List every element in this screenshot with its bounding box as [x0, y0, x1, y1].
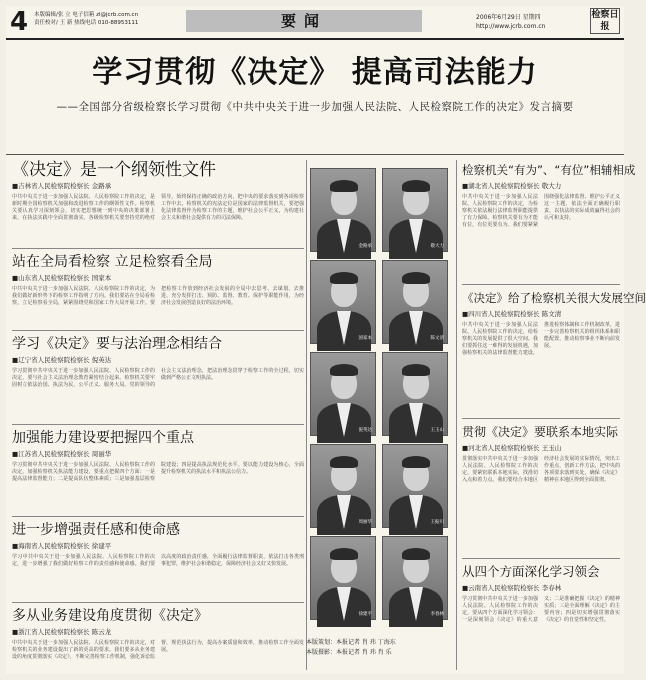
portrait-caption: 金路承	[358, 244, 372, 249]
portrait-caption: 徐建平	[358, 612, 372, 617]
article-title: 《决定》给了检察机关很大发展空间	[462, 291, 646, 305]
portrait-caption: 王玉山	[430, 428, 444, 433]
portrait-photo	[310, 260, 376, 344]
planning-credit: 本版策划：本报记者 肖 玮 丁海东	[306, 639, 396, 646]
article-body: 贯彻落实中共中央关于进一步加强人民法院、人民检察院工作的决定，要紧密联系本地实际，找准切入点和着力点。我们要结合本地区经济社会发展的实际情况，突出工作重点，创新工作方法，把中央的各项要求落到实处，确保《决定》精神在本地区得到全面贯彻。	[462, 456, 620, 483]
divider	[12, 602, 304, 603]
portrait-caption: 敬大力	[430, 244, 444, 249]
article-byline: ■河北省人民检察院检察长 王玉山	[462, 444, 562, 452]
article-body: 学习贯彻中共中央关于进一步加强人民法院、人民检察院工作的决定，加强检察机关执法能力建设，要重点把握四个方面：一是提高法律监督能力；二是提高队伍整体素质；三是加强基层检察院建设；四是提高执法规范化水平。要以能力建设为核心，全面提升检察机关的执法水平和执法公信力。	[12, 462, 304, 482]
portrait-photo	[310, 168, 376, 252]
column-divider	[456, 160, 457, 670]
article-byline: ■海南省人民检察院检察长 徐建平	[12, 542, 112, 550]
article-body: 中共中央关于进一步加强人民法院、人民检察院工作的决定，是新时期全国检察机关加强和改进检察工作的纲领性文件。检察机关要认真学习深刻领会，切实把思想统一到中央的决策部署上来，在执法实践中全面贯彻落实。各级检察机关要坚持党的绝对领导，始终保持正确的政治方向，把中央的要求落实到各项检察工作中去。检察机关的宪法定位是国家的法律监督机关，要把强化法律监督作为检察工作的主题，维护社会公平正义，为构建社会主义和谐社会提供有力的司法保障。	[12, 194, 304, 221]
portrait-photo	[382, 444, 448, 528]
divider	[12, 424, 304, 425]
article-byline: ■吉林省人民检察院检察长 金路承	[12, 182, 112, 190]
portrait-photo	[382, 536, 448, 620]
portrait-photo	[382, 260, 448, 344]
article-byline: ■山东省人民检察院检察长 国家本	[12, 274, 112, 282]
article-7	[462, 160, 636, 280]
article-byline: ■云南省人民检察院检察长 李春林	[462, 584, 562, 592]
page-number: 4	[10, 7, 29, 37]
article-byline: ■四川省人民检察院检察长 陈文清	[462, 310, 562, 318]
article-2	[12, 252, 304, 328]
article-body: 中共中央关于进一步加强人民法院、人民检察院工作的决定，给检察机关的发展提供了很大空间。我们要抓住这一难得的发展机遇，加强检察机关的法律监督能力建设，推进检察体制和工作机制改革，进一步完善检察机关的组织体系和职能配置，推动检察事业不断向前发展。	[462, 322, 620, 356]
portrait-photo	[310, 444, 376, 528]
article-5	[12, 520, 304, 600]
portrait-caption: 倪英达	[358, 428, 372, 433]
article-10	[462, 562, 620, 672]
portrait-grid	[310, 168, 452, 628]
headline-rule	[6, 154, 624, 155]
portrait-photo	[310, 352, 376, 436]
article-title: 从四个方面深化学习领会	[462, 564, 600, 579]
editor-line: 本版编辑/张 立 电子信箱 zl@jcrb.com.cn	[34, 12, 139, 18]
photo-credits	[306, 638, 466, 658]
divider	[462, 284, 620, 285]
website-line: http://www.jcrb.com.cn	[476, 23, 546, 30]
article-title: 加强能力建设要把握四个重点	[12, 430, 194, 446]
date-line: 2006年6月29日 星期四	[476, 14, 541, 21]
article-title: 学习《决定》要与法治理念相结合	[12, 336, 222, 352]
editor-info	[34, 11, 174, 27]
issue-date	[476, 13, 566, 31]
article-3	[12, 334, 304, 422]
article-body: 中共中央关于进一步加强人民法院、人民检察院工作的决定，为我们做好新形势下的检察工作指明了方向。我们要站在全局看检察，立足检察看全局，紧紧围绕党和国家工作大局开展工作。要把检察工作放到经济社会发展的全局中去思考、去谋划、去推进，充分发挥打击、预防、监督、教育、保护等职能作用，为经济社会发展创造良好的法治环境。	[12, 286, 304, 306]
divider	[462, 418, 620, 419]
column-divider	[306, 160, 307, 670]
sub-headline: ——全国部分省级检察长学习贯彻《中共中央关于进一步加强人民法院、人民检察院工作的决定》发言摘要	[56, 101, 574, 113]
masthead-rule	[6, 38, 624, 40]
article-byline: ■湖北省人民检察院检察长 敬大力	[462, 182, 562, 190]
article-byline: ■江苏省人民检察院检察长 周丽华	[12, 450, 112, 458]
photo-credit: 本版摄影：本报记者 肖 玮 肖 乐	[306, 649, 392, 656]
article-body: 学习中共中央关于进一步加强人民法院、人民检察院工作的决定，进一步增强了我们做好检察工作的责任感和使命感。我们要以高度的政治责任感，全面履行法律监督职责，依法打击各类刑事犯罪，维护社会和谐稳定，保障经济社会又好又快发展。	[12, 554, 304, 567]
article-title: 《决定》是一个纲领性文件	[12, 160, 216, 180]
main-headline: 学习贯彻《决定》 提高司法能力	[92, 55, 538, 90]
article-4	[12, 428, 304, 514]
portrait-photo	[382, 168, 448, 252]
portrait-photo	[310, 536, 376, 620]
article-body: 学习贯彻中共中央关于进一步加强人民法院、人民检察院工作的决定，要与社会主义法治理念教育紧密结合起来。检察机关要牢固树立依法治国、执法为民、公平正义、服务大局、党的领导的社会主义法治理念，把法治理念贯穿于检察工作的全过程，切实做到严格公正文明执法。	[12, 368, 304, 388]
newspaper-page	[6, 6, 646, 674]
section-label: 要闻	[186, 10, 422, 32]
portrait-caption: 王振川	[430, 520, 444, 525]
newspaper-logo: 检察日报	[591, 10, 619, 32]
article-1	[12, 160, 304, 246]
divider	[12, 330, 304, 331]
portrait-photo	[382, 352, 448, 436]
article-title: 检察机关“有为”、“有位”相辅相成	[462, 163, 636, 177]
portrait-caption: 周丽华	[358, 520, 372, 525]
masthead	[6, 6, 624, 40]
portrait-caption: 陈文清	[430, 336, 444, 341]
article-byline: ■浙江省人民检察院检察长 陈云龙	[12, 628, 112, 636]
article-body: 中共中央关于进一步加强人民法院、人民检察院工作的决定，对检察机关的业务建设提出了新的更高的要求。我们要多从业务建设的角度贯彻落实《决定》，不断完善检察工作机制，强化诉讼监督，规范执法行为，提高办案质量和效率，推动检察工作全面发展。	[12, 640, 304, 660]
divider	[462, 558, 620, 559]
article-title: 站在全局看检察 立足检察看全局	[12, 254, 213, 270]
article-title: 进一步增强责任感和使命感	[12, 522, 180, 538]
article-body: 中共中央关于进一步加强人民法院、人民检察院工作的决定，为检察机关依法履行法律监督职能提供了有力保障。检察机关要有为才能有位，有位更要有为。我们要紧紧围绕强化法律监督、维护公平正义这一主题，依法全面正确履行职责，以执法的实际成效赢得社会的认可和支持。	[462, 194, 620, 228]
divider	[12, 516, 304, 517]
divider	[12, 248, 304, 249]
article-title: 贯彻《决定》要联系本地实际	[462, 425, 619, 439]
article-body: 学习贯彻中共中央关于进一步加强人民法院、人民检察院工作的决定，要从四个方面深化学习领会：一是深刻领会《决定》的重大意义；二是准确把握《决定》的精神实质；三是全面理解《决定》的主要内容；四是切实增强贯彻落实《决定》的自觉性和坚定性。	[462, 596, 620, 623]
portrait-caption: 国家本	[358, 336, 372, 341]
article-9	[462, 422, 620, 554]
article-title: 多从业务建设角度贯彻《决定》	[12, 608, 208, 624]
portrait-caption: 李春林	[430, 612, 444, 617]
proofreader-line: 责任校对/ 王 新 热线电话 010-88953111	[34, 20, 139, 26]
article-8	[462, 288, 646, 414]
article-6	[12, 606, 304, 672]
article-byline: ■辽宁省人民检察院检察长 倪英达	[12, 356, 112, 364]
